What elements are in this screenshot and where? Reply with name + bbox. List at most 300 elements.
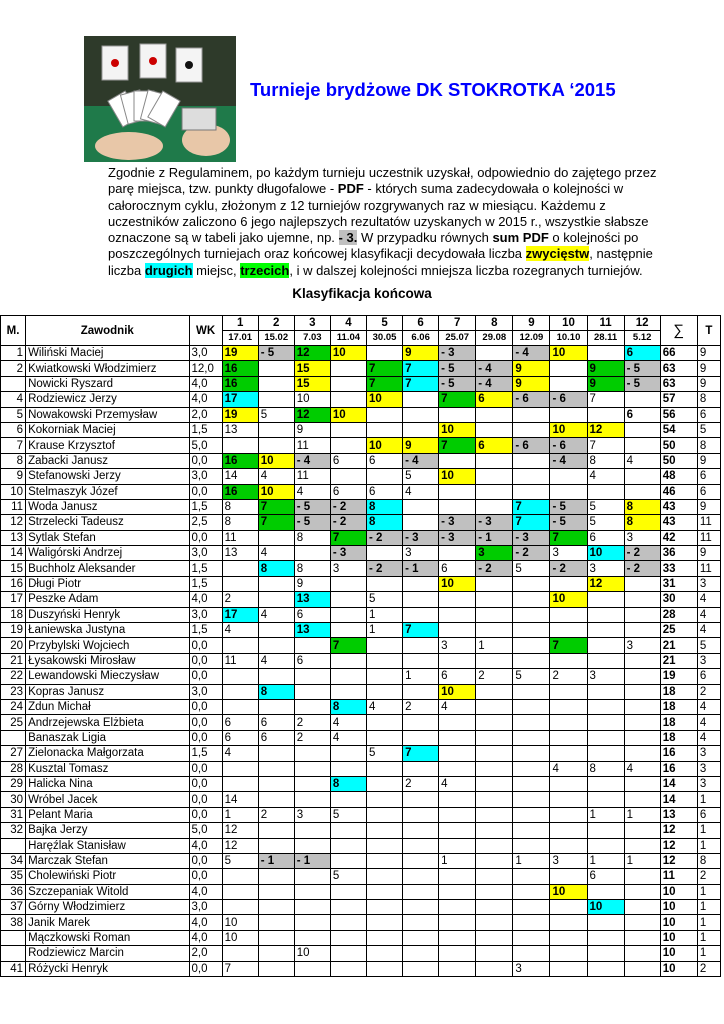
score-cell <box>624 469 660 484</box>
score-cell: 7 <box>439 438 476 453</box>
tournaments-count-cell: 2 <box>697 684 720 699</box>
score-cell <box>513 623 550 638</box>
score-cell: 6 <box>587 869 624 884</box>
score-cell <box>587 484 624 499</box>
sum-cell: 66 <box>660 346 697 361</box>
score-cell: 16 <box>222 361 258 376</box>
tournaments-count-cell: 4 <box>697 715 720 730</box>
table-row <box>1 561 721 576</box>
sum-cell: 36 <box>660 546 697 561</box>
sum-cell: 18 <box>660 684 697 699</box>
score-cell <box>258 592 294 607</box>
sum-cell: 57 <box>660 392 697 407</box>
tournament-date: 29.08 <box>476 331 513 346</box>
sum-cell: 54 <box>660 422 697 437</box>
player-name: Nowakowski Przemysław <box>26 407 189 422</box>
wk-cell: 0,0 <box>189 699 222 714</box>
score-cell <box>330 792 366 807</box>
score-cell <box>294 684 330 699</box>
score-cell <box>513 484 550 499</box>
position-cell: 8 <box>1 453 26 468</box>
player-name: Mączkowski Roman <box>26 930 189 945</box>
table-row <box>1 684 721 699</box>
card-game-photo <box>84 36 236 162</box>
score-cell <box>439 961 476 976</box>
score-cell <box>366 884 402 899</box>
score-cell <box>222 576 258 591</box>
score-cell <box>550 961 587 976</box>
score-cell <box>330 930 366 945</box>
score-cell: 10 <box>366 392 402 407</box>
score-cell <box>624 623 660 638</box>
position-cell: 4 <box>1 392 26 407</box>
score-cell <box>258 792 294 807</box>
score-cell <box>513 838 550 853</box>
score-cell <box>330 669 366 684</box>
sum-pdf-term: sum PDF <box>492 230 549 246</box>
score-cell: 6 <box>330 484 366 499</box>
player-name: Sytlak Stefan <box>26 530 189 545</box>
player-name: Kopras Janusz <box>26 684 189 699</box>
wk-cell: 1,5 <box>189 561 222 576</box>
score-cell <box>403 730 439 745</box>
score-cell <box>366 930 402 945</box>
wk-cell: 2,0 <box>189 407 222 422</box>
score-cell <box>587 746 624 761</box>
score-cell <box>258 930 294 945</box>
wk-cell: 4,0 <box>189 392 222 407</box>
tournaments-count-cell: 9 <box>697 376 720 391</box>
score-cell: 4 <box>258 607 294 622</box>
score-cell: - 6 <box>513 392 550 407</box>
score-cell: 9 <box>403 346 439 361</box>
score-cell: 6 <box>439 669 476 684</box>
score-cell: 3 <box>624 638 660 653</box>
tournaments-count-cell: 2 <box>697 961 720 976</box>
score-cell <box>366 422 402 437</box>
score-cell <box>439 930 476 945</box>
tournament-date: 30.05 <box>366 331 402 346</box>
tournaments-count-cell: 6 <box>697 407 720 422</box>
score-cell: 6 <box>439 561 476 576</box>
score-cell: 2 <box>403 776 439 791</box>
score-cell <box>222 869 258 884</box>
position-cell: 6 <box>1 422 26 437</box>
score-cell: 1 <box>513 853 550 868</box>
score-cell <box>366 869 402 884</box>
score-cell <box>513 869 550 884</box>
score-cell <box>550 730 587 745</box>
t-header: T <box>697 316 720 346</box>
tournaments-count-cell: 8 <box>697 392 720 407</box>
table-row <box>1 915 721 930</box>
score-cell <box>513 746 550 761</box>
player-name: Kokorniak Maciej <box>26 422 189 437</box>
sum-header: ∑ <box>660 316 697 346</box>
position-cell <box>1 376 26 391</box>
score-cell <box>550 699 587 714</box>
score-cell <box>476 499 513 514</box>
tournaments-count-cell: 4 <box>697 623 720 638</box>
score-cell <box>550 807 587 822</box>
score-cell <box>476 422 513 437</box>
position-cell: 37 <box>1 900 26 915</box>
score-cell <box>513 407 550 422</box>
intro-text: , i w dalszej kolejności mniejsza liczba rozegranych turniejów. <box>289 262 643 278</box>
score-cell <box>439 761 476 776</box>
score-cell <box>624 946 660 961</box>
wk-cell: 0,0 <box>189 653 222 668</box>
score-cell: - 2 <box>624 546 660 561</box>
score-cell <box>294 761 330 776</box>
tournament-date: 17.01 <box>222 331 258 346</box>
score-cell <box>330 422 366 437</box>
score-cell <box>258 915 294 930</box>
score-cell <box>258 838 294 853</box>
score-cell <box>330 900 366 915</box>
score-cell <box>550 715 587 730</box>
score-cell <box>403 576 439 591</box>
sum-cell: 16 <box>660 746 697 761</box>
player-name: Kwiatkowski Włodzimierz <box>26 361 189 376</box>
score-cell: 2 <box>258 807 294 822</box>
score-cell <box>624 699 660 714</box>
wk-cell: 0,0 <box>189 730 222 745</box>
score-cell <box>513 607 550 622</box>
wk-cell: 0,0 <box>189 761 222 776</box>
score-cell <box>624 715 660 730</box>
score-cell: - 2 <box>366 561 402 576</box>
score-cell <box>439 453 476 468</box>
score-cell <box>587 961 624 976</box>
tournaments-count-cell: 3 <box>697 776 720 791</box>
score-cell <box>403 915 439 930</box>
score-cell: 1 <box>439 853 476 868</box>
pdf-term: PDF <box>337 181 364 197</box>
score-cell <box>330 376 366 391</box>
score-cell: 5 <box>366 592 402 607</box>
tournaments-count-cell: 3 <box>697 653 720 668</box>
tournaments-count-cell: 3 <box>697 576 720 591</box>
tournaments-count-cell: 3 <box>697 761 720 776</box>
score-cell: 4 <box>439 776 476 791</box>
wk-cell: 4,0 <box>189 884 222 899</box>
wk-cell: 3,0 <box>189 346 222 361</box>
score-cell <box>624 653 660 668</box>
score-cell: 9 <box>587 361 624 376</box>
thirds-highlight: trzecich <box>240 262 290 278</box>
wk-cell: 3,0 <box>189 684 222 699</box>
sum-cell: 13 <box>660 807 697 822</box>
score-cell: 10 <box>550 422 587 437</box>
position-cell: 5 <box>1 407 26 422</box>
score-cell <box>258 746 294 761</box>
score-cell <box>513 653 550 668</box>
score-cell <box>476 469 513 484</box>
score-cell <box>513 915 550 930</box>
score-cell <box>550 576 587 591</box>
sum-cell: 10 <box>660 946 697 961</box>
score-cell: 4 <box>366 699 402 714</box>
score-cell <box>366 823 402 838</box>
score-cell <box>476 761 513 776</box>
wins-highlight: zwycięstw <box>525 246 590 262</box>
score-cell <box>258 761 294 776</box>
score-cell: 3 <box>476 546 513 561</box>
score-cell <box>550 930 587 945</box>
score-cell <box>513 930 550 945</box>
score-cell <box>513 453 550 468</box>
score-cell <box>550 946 587 961</box>
score-cell <box>222 761 258 776</box>
score-cell: 17 <box>222 392 258 407</box>
sum-cell: 48 <box>660 469 697 484</box>
tournaments-count-cell: 6 <box>697 669 720 684</box>
score-cell: - 4 <box>550 453 587 468</box>
player-name: Haręźlak Stanisław <box>26 838 189 853</box>
score-cell: 13 <box>294 623 330 638</box>
score-cell <box>366 653 402 668</box>
score-cell: 16 <box>222 376 258 391</box>
sum-cell: 11 <box>660 869 697 884</box>
score-cell <box>366 838 402 853</box>
tournaments-count-cell: 2 <box>697 869 720 884</box>
score-cell <box>294 838 330 853</box>
player-name: Wiliński Maciej <box>26 346 189 361</box>
score-cell <box>403 592 439 607</box>
score-cell <box>366 469 402 484</box>
tournaments-count-cell: 11 <box>697 530 720 545</box>
score-cell: - 4 <box>403 453 439 468</box>
score-cell <box>403 853 439 868</box>
score-cell <box>476 915 513 930</box>
score-cell: 8 <box>624 499 660 514</box>
score-cell <box>476 623 513 638</box>
table-row <box>1 438 721 453</box>
score-cell <box>222 638 258 653</box>
score-cell <box>476 853 513 868</box>
sum-cell: 12 <box>660 853 697 868</box>
wk-cell: 1,5 <box>189 499 222 514</box>
player-name: Zdun Michał <box>26 699 189 714</box>
score-cell: 7 <box>366 376 402 391</box>
score-cell: 6 <box>624 407 660 422</box>
score-cell <box>330 823 366 838</box>
score-cell: 4 <box>624 761 660 776</box>
score-cell: 7 <box>513 499 550 514</box>
position-cell: 22 <box>1 669 26 684</box>
score-cell <box>403 407 439 422</box>
player-name: Nowicki Ryszard <box>26 376 189 391</box>
score-cell <box>258 900 294 915</box>
score-cell <box>366 669 402 684</box>
score-cell: 5 <box>258 407 294 422</box>
sum-cell: 43 <box>660 499 697 514</box>
results-body <box>1 346 721 977</box>
position-cell: 27 <box>1 746 26 761</box>
score-cell <box>222 776 258 791</box>
score-cell <box>330 684 366 699</box>
score-cell <box>476 407 513 422</box>
table-row <box>1 623 721 638</box>
score-cell: - 5 <box>550 499 587 514</box>
score-cell: 7 <box>222 961 258 976</box>
table-row <box>1 746 721 761</box>
table-row <box>1 361 721 376</box>
score-cell: 5 <box>587 499 624 514</box>
score-cell <box>330 653 366 668</box>
score-cell <box>294 699 330 714</box>
score-cell <box>587 684 624 699</box>
table-row <box>1 669 721 684</box>
position-cell <box>1 930 26 945</box>
score-cell <box>587 838 624 853</box>
score-cell <box>476 607 513 622</box>
score-cell: 9 <box>513 376 550 391</box>
score-cell <box>513 761 550 776</box>
sum-cell: 18 <box>660 715 697 730</box>
wk-cell: 0,0 <box>189 715 222 730</box>
score-cell <box>403 392 439 407</box>
position-cell: 2 <box>1 361 26 376</box>
score-cell <box>403 515 439 530</box>
intro-text: , następnie liczba <box>108 246 653 278</box>
score-cell <box>476 730 513 745</box>
score-cell <box>476 930 513 945</box>
score-cell <box>587 930 624 945</box>
player-name: Janik Marek <box>26 915 189 930</box>
table-row <box>1 946 721 961</box>
score-cell: 2 <box>476 669 513 684</box>
sum-cell: 21 <box>660 638 697 653</box>
score-cell <box>403 761 439 776</box>
tournaments-count-cell: 9 <box>697 346 720 361</box>
score-cell <box>587 699 624 714</box>
score-cell <box>439 946 476 961</box>
score-cell: 13 <box>222 546 258 561</box>
tournaments-count-cell: 3 <box>697 746 720 761</box>
score-cell <box>513 807 550 822</box>
score-cell: 16 <box>222 453 258 468</box>
name-header: Zawodnik <box>26 316 189 346</box>
tournament-number: 7 <box>439 316 476 331</box>
score-cell <box>439 792 476 807</box>
score-cell <box>258 376 294 391</box>
tournament-date: 25.07 <box>439 331 476 346</box>
score-cell <box>258 623 294 638</box>
score-cell <box>439 623 476 638</box>
tournament-number: 5 <box>366 316 402 331</box>
sum-cell: 10 <box>660 915 697 930</box>
score-cell <box>476 869 513 884</box>
score-cell: 3 <box>513 961 550 976</box>
wk-cell: 0,0 <box>189 453 222 468</box>
score-cell <box>624 592 660 607</box>
score-cell: - 5 <box>439 376 476 391</box>
score-cell: 12 <box>294 407 330 422</box>
tournaments-count-cell: 6 <box>697 484 720 499</box>
score-cell: 8 <box>222 515 258 530</box>
sum-cell: 12 <box>660 838 697 853</box>
score-cell: 7 <box>330 638 366 653</box>
wk-cell: 3,0 <box>189 546 222 561</box>
score-cell <box>550 900 587 915</box>
score-cell <box>624 838 660 853</box>
score-cell <box>476 838 513 853</box>
score-cell <box>366 807 402 822</box>
score-cell: 3 <box>294 807 330 822</box>
score-cell <box>294 546 330 561</box>
score-cell <box>366 715 402 730</box>
score-cell: 3 <box>550 546 587 561</box>
score-cell <box>403 792 439 807</box>
score-cell: 12 <box>587 576 624 591</box>
sum-cell: 50 <box>660 438 697 453</box>
score-cell: 10 <box>550 884 587 899</box>
score-cell: 12 <box>294 346 330 361</box>
score-cell <box>366 915 402 930</box>
score-cell <box>587 407 624 422</box>
score-cell <box>513 792 550 807</box>
sum-cell: 14 <box>660 776 697 791</box>
wk-cell: 1,5 <box>189 576 222 591</box>
score-cell <box>258 669 294 684</box>
score-cell <box>476 453 513 468</box>
position-cell: 17 <box>1 592 26 607</box>
score-cell: 4 <box>222 746 258 761</box>
pos-header: M. <box>1 316 26 346</box>
score-cell <box>403 946 439 961</box>
score-cell <box>330 915 366 930</box>
score-cell <box>513 638 550 653</box>
score-cell: 7 <box>403 746 439 761</box>
score-cell: 10 <box>366 438 402 453</box>
score-cell: 6 <box>258 715 294 730</box>
score-cell <box>403 884 439 899</box>
score-cell: 8 <box>330 699 366 714</box>
wk-cell: 4,0 <box>189 930 222 945</box>
score-cell: 5 <box>330 869 366 884</box>
score-cell <box>624 730 660 745</box>
score-cell <box>550 376 587 391</box>
score-cell <box>294 669 330 684</box>
score-cell: 7 <box>258 499 294 514</box>
score-cell <box>439 746 476 761</box>
player-name: Stelmaszyk Józef <box>26 484 189 499</box>
score-cell: 10 <box>550 592 587 607</box>
score-cell <box>476 576 513 591</box>
table-row <box>1 376 721 391</box>
table-row <box>1 392 721 407</box>
score-cell: 7 <box>550 530 587 545</box>
score-cell: 19 <box>222 407 258 422</box>
score-cell <box>624 869 660 884</box>
score-cell: - 1 <box>476 530 513 545</box>
score-cell <box>330 361 366 376</box>
score-cell: - 2 <box>330 499 366 514</box>
wk-cell: 0,0 <box>189 869 222 884</box>
score-cell <box>294 900 330 915</box>
score-cell: 2 <box>403 699 439 714</box>
sum-cell: 33 <box>660 561 697 576</box>
score-cell <box>294 792 330 807</box>
score-cell <box>550 361 587 376</box>
player-name: Bajka Jerzy <box>26 823 189 838</box>
score-cell <box>587 884 624 899</box>
score-cell: 4 <box>330 715 366 730</box>
section-subtitle: Klasyfikacja końcowa <box>292 286 432 301</box>
score-cell <box>624 900 660 915</box>
